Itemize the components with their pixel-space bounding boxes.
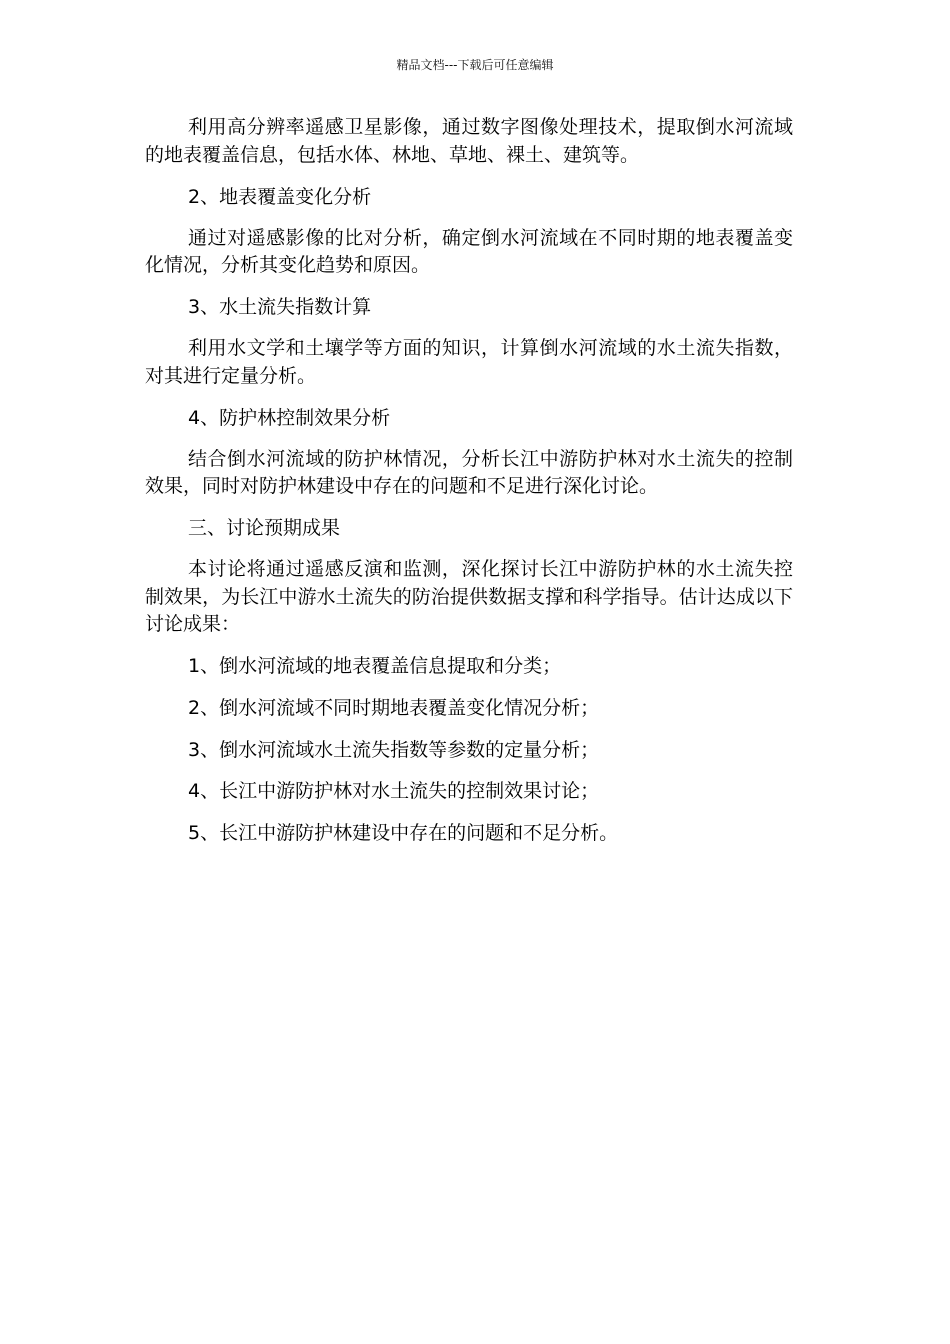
document-body — [145, 114, 793, 861]
paragraph-land-cover-extraction: 利用高分辨率遥感卫星影像，通过数字图像处理技术，提取倒水河流域的地表覆盖信息，包括水体、林地、草地、裸土、建筑等。 — [145, 116, 793, 166]
heading-shelterbelt-effect: 4、防护林控制效果分析 — [188, 406, 391, 429]
paragraph-shelterbelt-effect: 结合倒水河流域的防护林情况，分析长江中游防护林对水土流失的控制效果，同时对防护林建设中存在的问题和不足进行深化讨论。 — [145, 447, 793, 498]
result-item-2: 2、倒水河流域不同时期地表覆盖变化情况分析； — [188, 697, 600, 720]
paragraph-erosion-index: 利用水文学和土壤学等方面的知识，计算倒水河流域的水土流失指数，对其进行定量分析。 — [145, 337, 793, 387]
result-item-1: 1、倒水河流域的地表覆盖信息提取和分类； — [188, 655, 562, 678]
paragraph-expected-results: 本讨论将通过遥感反演和监测，深化探讨长江中游防护林的水土流失控制效果，为长江中游水土流失的防治提供数据支撑和科学指导。估计达成以下讨论成果： — [145, 558, 793, 636]
section-title-expected-results: 三、讨论预期成果 — [188, 517, 341, 540]
result-item-3: 3、倒水河流域水土流失指数等参数的定量分析； — [188, 738, 600, 761]
paragraph-land-cover-change: 通过对遥感影像的比对分析，确定倒水河流域在不同时期的地表覆盖变化情况，分析其变化趋势和原因。 — [145, 226, 793, 277]
result-item-4: 4、长江中游防护林对水土流失的控制效果讨论； — [188, 780, 600, 803]
result-item-5: 5、长江中游防护林建设中存在的问题和不足分析。 — [188, 821, 619, 844]
heading-erosion-index: 3、水土流失指数计算 — [188, 296, 372, 319]
heading-land-cover-change: 2、地表覆盖变化分析 — [188, 185, 372, 208]
page-header: 精品文档---下载后可任意编辑 — [396, 58, 554, 72]
